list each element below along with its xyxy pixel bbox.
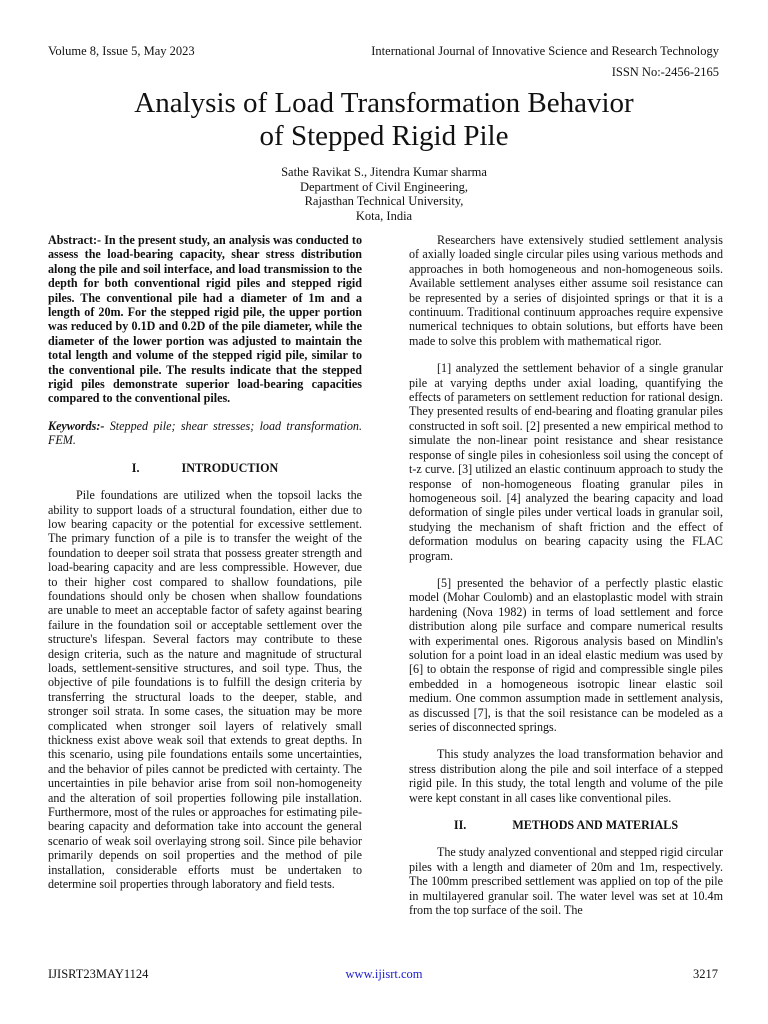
section-number: I. [131,460,140,475]
section-number: II. [453,818,467,833]
keywords-text: Stepped pile; shear stresses; load transformation. FEM. [48,418,362,448]
paper-id: IJISRT23MAY1124 [48,967,149,981]
journal-name: International Journal of Innovative Science and Research Technology [371,44,719,58]
author-department: Department of Civil Engineering, [299,179,468,194]
author-university: Rajasthan Technical University, [304,194,464,209]
volume-issue: Volume 8, Issue 5, May 2023 [48,44,195,58]
author-block [48,165,720,223]
section-title: INTRODUCTION [181,460,279,475]
body-paragraph-3: [5] presented the behavior of a perfectly plastic elastic model (Mohar Coulomb) and an elastoplastic model with strain hardening (Nova 1982) in terms of load settlement and force distribution along pile surface and compare numerical results with experimental ones. Rigorous analysis based on Mindlin's solution for a point load in an ideal elastic medium was used by [6] to obtain the response of rigid and compressible single piles embedded in a homogeneous isotropic linear elastic soil medium. One common assumption made in settlement analysis, as discussed [7], is that the soil resistance can be modeled as a series of disconnected springs. [409,575,723,734]
paper-title-line-1: Analysis of Load Transformation Behavior [134,87,634,119]
body-paragraph-2: [1] analyzed the settlement behavior of a single granular pile at varying depths under axial loading, quantifying the effects of parameters on settlement reduction for rational design. They presented results of end-bearing and floating granular piles constructed in soft soil. [2] presented a new empirical method to simulate the non-linear point resistance and shear resistance response of single piles in cohesionless soil using the concept of t-z curve. [3] utilized an elastic continuum approach to study the response of non-homogeneous floating granular piles in homogeneous soil. [4] analyzed the bearing capacity and load deformation of single piles under vertical loads in granular soil, studying the mechanism of shaft friction and the effect of deformation modulus on bearing capacity using the FLAC program. [409,361,723,563]
keywords-label: Keywords:- [48,418,105,433]
body-paragraph-4: This study analyzes the load transformation behavior and stress distribution along the pile and soil interface of a stepped rigid pile. In this study, the total length and volume of the pile were kept constant in all cases like conventional piles. [409,747,723,805]
author-location: Kota, India [355,208,413,223]
abstract: Abstract:- In the present study, an analysis was conducted to assess the load-bearing capacity, shear stress distribution along the pile and soil interface, and load transmission to the depth for both conventional rigid piles and stepped rigid piles. The conventional pile had a diameter of 1m and a length of 20m. For the stepped rigid pile, the upper portion was reduced by 0.1D and 0.2D of the pile diameter, while the diameter of the lower portion was adjusted to maintain the total length and volume of the stepped rigid pile, similar to the conventional pile. The results indicate that the stepped rigid piles demonstrate superior load-bearing capacities compared to the conventional piles. [48,233,362,406]
paper-title-line-2: of Stepped Rigid Pile [259,120,509,152]
author-names: Sathe Ravikat S., Jitendra Kumar sharma [281,165,487,179]
journal-website-link[interactable]: www.ijisrt.com [345,967,423,981]
section-heading-methods [409,818,723,832]
left-column [48,233,362,891]
introduction-paragraph-1: Pile foundations are utilized when the topsoil lacks the ability to support loads of a structural foundation, either due to low bearing capacity or the potential for excessive settlement. The primary function of a pile is to transfer the weight of the foundation to deeper soil strata that possess greater strength and load-bearing capacity and are less compressible. However, due to their higher cost compared to shallow foundations, pile foundations should only be chosen when shallow foundations are unable to meet an acceptable factor of safety against bearing failure in the foundation soil or acceptable settlement over the structure's lifespan. Several factors may contribute to these design criteria, such as the nature and magnitude of structural loads, settlement-sensitive structures, and soil type. Thus, the objective of pile foundations is to fulfill the design criteria by transferring the structural loads to the deeper, stable, and stronger soil strata. In some cases, the situation may be more complicated when stronger soil layers of relatively small thickness exist above weak soil that extends to great depths. In this scenario, using pile foundations entails some uncertainties, and the behavior of piles cannot be predicted with certainty. The uncertainties in pile behavior arise from soil non-homogeneity and the alteration of soil properties following pile installation. Furthermore, most of the rules or approaches for estimating pile-bearing capacity and deformation take into account the general scenario of weak soil overlaying strong soil. Since pile behavior primarily depends on soil properties and the method of pile installation, considerable efforts must be undertaken to determine soil properties through laboratory and field tests. [48,488,362,892]
issn: ISSN No:-2456-2165 [611,65,719,79]
right-column [409,233,723,917]
page-number: 3217 [693,967,718,981]
body-paragraph-1: Researchers have extensively studied settlement analysis of axially loaded single circular piles using various methods and approaches in both homogeneous and non-homogeneous soils. Available settlement analyses either assume soil resistance can be represented by a series of disjointed springs or that it is a continuum. Traditional continuum approaches require expensive numerical techniques to obtain solutions, but efforts have been made to solve this problem with mathematical rigor. [409,233,723,348]
methods-paragraph-1: The study analyzed conventional and stepped rigid circular piles with a length and diameter of 20m and 1m, respectively. The 100mm prescribed settlement was applied on top of the pile in multilayered granular soil. The water level was set at 10.4m from the top surface of the soil. The [409,845,723,918]
keywords [48,419,362,448]
paper-title [48,87,720,153]
section-heading-introduction [48,461,362,475]
section-title: METHODS AND MATERIALS [512,818,679,833]
